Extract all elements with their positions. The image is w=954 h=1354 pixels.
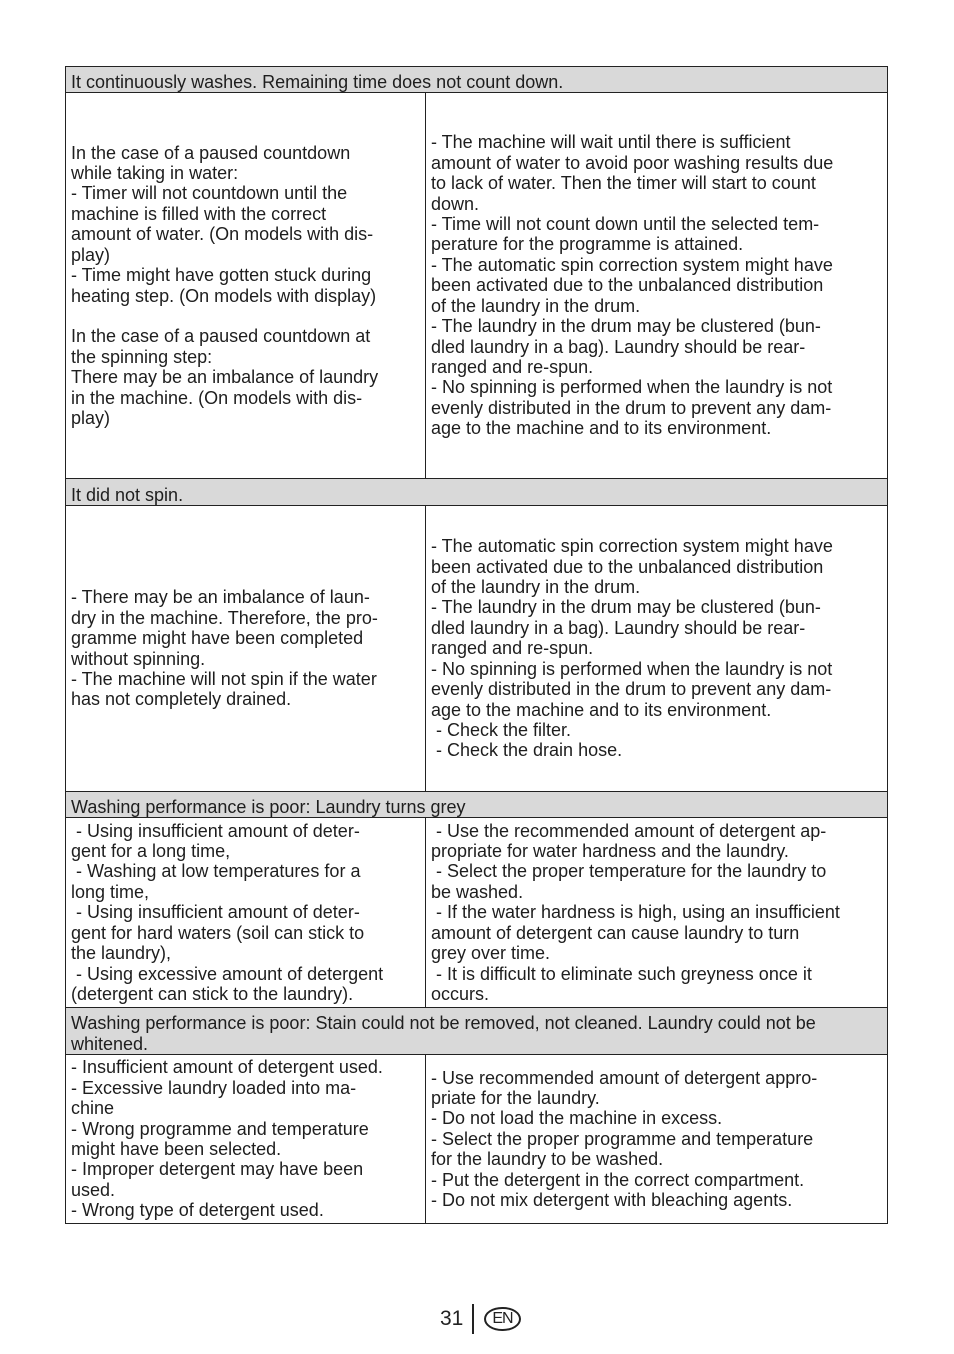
language-badge: EN xyxy=(484,1307,520,1331)
text-line: of the laundry in the drum. xyxy=(431,577,641,598)
divider xyxy=(472,1304,474,1334)
text-line: - Do not load the machine in excess. xyxy=(431,1108,723,1129)
text-line: - Select the proper programme and temperature xyxy=(431,1128,814,1149)
problem-row xyxy=(66,818,888,1008)
text-line: might have been selected. xyxy=(71,1139,282,1159)
text-line: without spinning. xyxy=(71,648,206,669)
text-line: In the case of a paused countdown at xyxy=(71,326,371,347)
text-line: - No spinning is performed when the laundry is not xyxy=(431,658,833,679)
text-line: dry in the machine. Therefore, the pro- xyxy=(71,607,378,628)
text-line: - Use recommended amount of detergent appro- xyxy=(431,1067,818,1088)
solution-cell xyxy=(426,1055,888,1224)
text-line: priate for the laundry. xyxy=(431,1087,600,1108)
problem-heading: Washing performance is poor: Stain could not be removed, not cleaned. Laundry could not be whitened. xyxy=(66,1008,888,1055)
text-line: gent for hard waters (soil can stick to xyxy=(71,922,365,943)
cause-cell xyxy=(66,506,426,792)
text-line: - Excessive laundry loaded into ma- xyxy=(71,1077,357,1098)
text-line: occurs. xyxy=(431,983,490,1004)
text-line: amount of detergent can cause laundry to turn xyxy=(431,922,800,943)
text-line: propriate for water hardness and the laundry. xyxy=(431,841,789,862)
text-line: - Time might have gotten stuck during xyxy=(71,265,372,286)
text-line: perature for the programme is attained. xyxy=(431,234,744,255)
text-line xyxy=(71,306,420,326)
text-line: - Using excessive amount of detergent xyxy=(71,963,384,984)
text-line: - Do not mix detergent with bleaching agents. xyxy=(431,1190,793,1211)
text-line: - Using insufficient amount of deter- xyxy=(71,902,360,923)
text-line: down. xyxy=(431,193,480,214)
text-line: play) xyxy=(71,244,111,265)
text-line: - Insufficient amount of detergent used. xyxy=(71,1057,383,1078)
text-line: long time, xyxy=(71,881,150,902)
problem-row xyxy=(66,1055,888,1224)
text-line: - Washing at low temperatures for a xyxy=(71,861,361,882)
text-line: gramme might have been completed xyxy=(71,628,364,649)
text-line: grey over time. xyxy=(431,943,551,964)
text-line: - Wrong programme and temperature xyxy=(71,1118,369,1139)
text-line: machine is filled with the correct xyxy=(71,203,327,224)
text-line: - The automatic spin correction system might have xyxy=(431,254,833,275)
text-line: amount of water. (On models with dis- xyxy=(71,224,374,245)
cause-cell xyxy=(66,818,426,1008)
text-line: - Wrong type of detergent used. xyxy=(71,1200,324,1221)
problem-heading: Washing performance is poor: Laundry turns grey xyxy=(66,792,888,818)
text-line: - Use the recommended amount of detergent ap- xyxy=(431,820,827,841)
text-line: - Check the drain hose. xyxy=(431,740,623,761)
text-line: has not completely drained. xyxy=(71,689,292,710)
text-line: - The machine will wait until there is sufficient xyxy=(431,132,791,153)
text-line: - Improper detergent may have been xyxy=(71,1159,364,1180)
text-line: evenly distributed in the drum to prevent any dam- xyxy=(431,397,832,418)
text-line: evenly distributed in the drum to prevent any dam- xyxy=(431,679,832,700)
text-line: - The laundry in the drum may be clustered (bun- xyxy=(431,597,821,618)
text-line: - Using insufficient amount of deter- xyxy=(71,820,360,841)
solution-cell xyxy=(426,506,888,792)
page-footer xyxy=(440,1304,521,1334)
text-line: for the laundry to be washed. xyxy=(431,1149,664,1170)
text-line: play) xyxy=(71,407,111,428)
solution-cell xyxy=(426,93,888,479)
problem-row xyxy=(66,93,888,479)
text-line: - Select the proper temperature for the laundry to xyxy=(431,861,827,882)
text-line: - The laundry in the drum may be clustered (bun- xyxy=(431,316,821,337)
text-line: - Put the detergent in the correct compartment. xyxy=(431,1169,805,1190)
text-line: of the laundry in the drum. xyxy=(431,295,641,316)
text-line: to lack of water. Then the timer will start to count xyxy=(431,173,816,194)
text-line: - Time will not count down until the selected tem- xyxy=(431,214,820,235)
text-line: been activated due to the unbalanced distribution xyxy=(431,275,824,296)
text-line: been activated due to the unbalanced distribution xyxy=(431,556,824,577)
text-line: (detergent can stick to the laundry). xyxy=(71,983,354,1004)
text-line: the spinning step: xyxy=(71,346,213,367)
text-line: - The automatic spin correction system might have xyxy=(431,536,833,557)
text-line: In the case of a paused countdown xyxy=(71,142,351,163)
text-line: - Timer will not countdown until the xyxy=(71,183,348,204)
problem-heading: It continuously washes. Remaining time does not count down. xyxy=(66,67,888,93)
text-line: gent for a long time, xyxy=(71,841,231,862)
text-line: the laundry), xyxy=(71,943,172,964)
text-line: age to the machine and to its environment. xyxy=(431,699,772,720)
cause-cell xyxy=(66,1055,426,1224)
page-number: 31 xyxy=(440,1307,464,1330)
solution-cell xyxy=(426,818,888,1008)
text-line: - No spinning is performed when the laundry is not xyxy=(431,377,833,398)
text-line: ranged and re-spun. xyxy=(431,638,594,659)
text-line: - The machine will not spin if the water xyxy=(71,668,377,689)
text-line: chine xyxy=(71,1098,115,1119)
troubleshooting-table xyxy=(65,66,888,1224)
text-line: amount of water to avoid poor washing results due xyxy=(431,152,834,173)
text-line: ranged and re-spun. xyxy=(431,356,594,377)
text-line: dled laundry in a bag). Laundry should be rear- xyxy=(431,336,806,357)
text-line: in the machine. (On models with dis- xyxy=(71,387,363,408)
text-line: heating step. (On models with display) xyxy=(71,285,377,306)
text-line: - It is difficult to eliminate such greyness once it xyxy=(431,963,812,984)
text-line: be washed. xyxy=(431,881,524,902)
problem-heading: It did not spin. xyxy=(66,479,888,506)
cause-cell xyxy=(66,93,426,479)
text-line: There may be an imbalance of laundry xyxy=(71,367,379,388)
text-line: dled laundry in a bag). Laundry should be rear- xyxy=(431,617,806,638)
text-line: used. xyxy=(71,1179,116,1200)
problem-row xyxy=(66,506,888,792)
text-line: - If the water hardness is high, using an insufficient xyxy=(431,902,840,923)
text-line: while taking in water: xyxy=(71,163,239,184)
text-line: age to the machine and to its environment. xyxy=(431,418,772,439)
text-line: - Check the filter. xyxy=(431,719,572,740)
text-line: - There may be an imbalance of laun- xyxy=(71,587,370,608)
